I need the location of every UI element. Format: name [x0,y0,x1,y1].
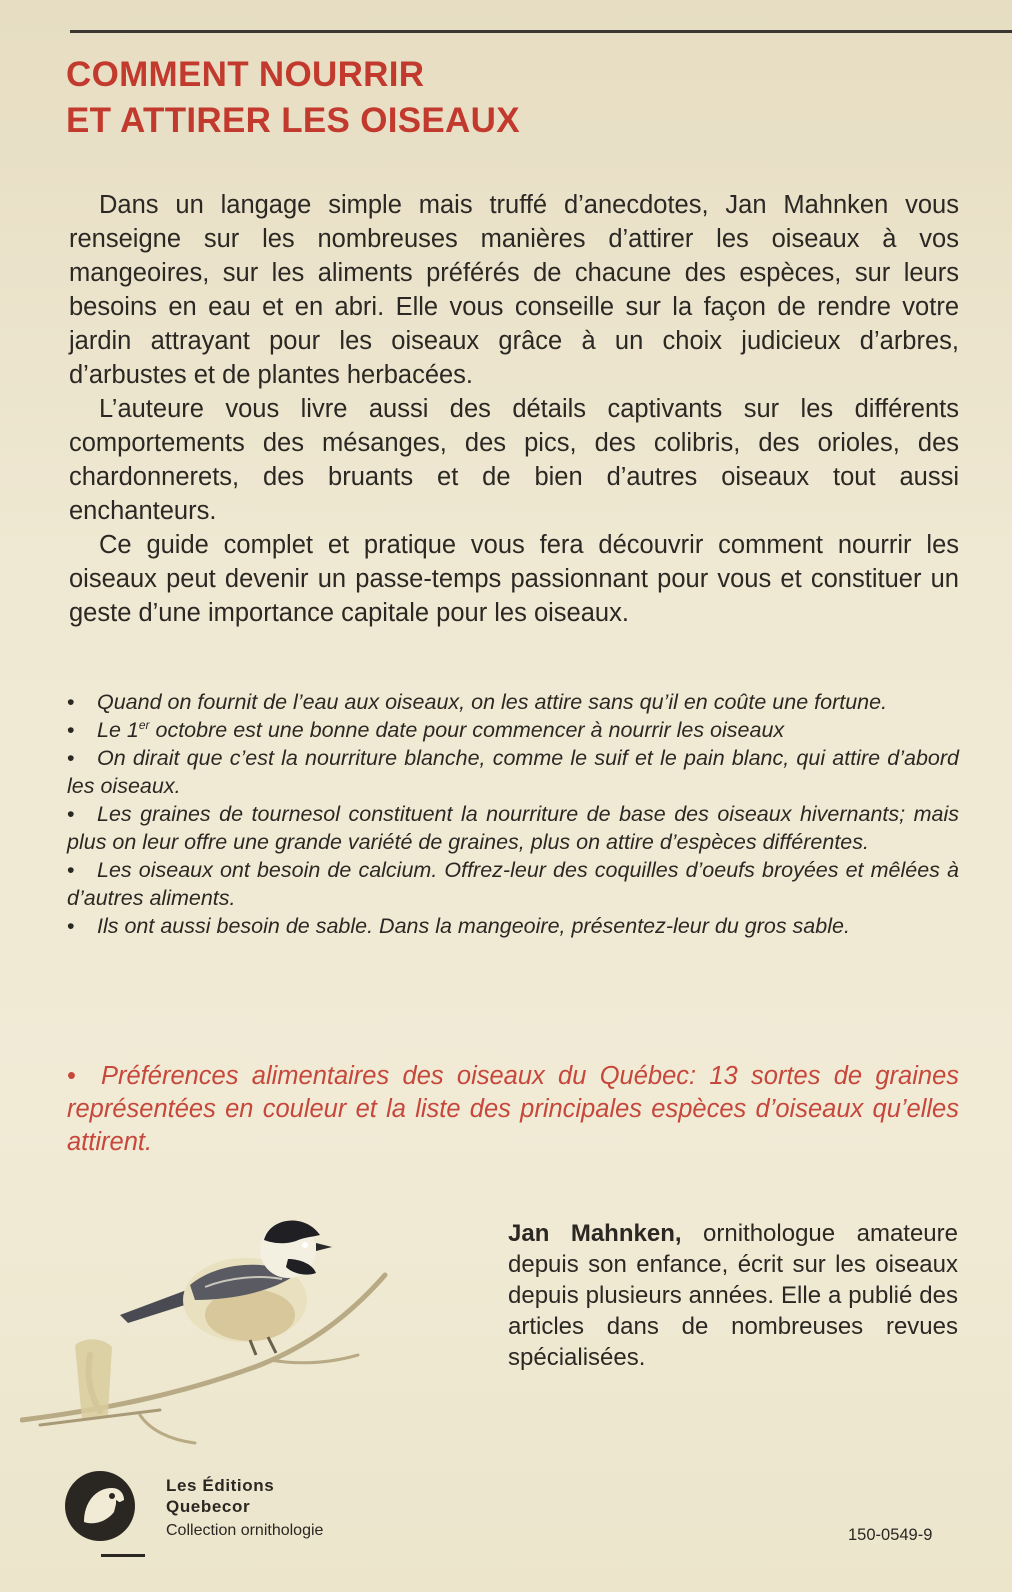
intro-text [69,188,959,630]
book-title [66,52,520,144]
chickadee-illustration [20,1215,420,1465]
author-bio-text: ornithologue amateure depuis son enfance, écrit sur les oiseaux depuis plusieurs années. Elle a publié des articles dans de nombreuses revues spécialisées. [508,1220,958,1371]
tip-text: Quand on fournit de l’eau aux oiseaux, on les attire sans qu’il en coûte une fortune. [97,690,888,714]
publisher-line-1: Les Éditions [166,1476,275,1495]
tip-item [67,716,959,744]
tip-item [67,912,959,940]
bullet-icon: • [67,914,75,938]
tip-text-start: Le 1 [97,718,139,742]
tip-item [67,856,959,912]
intro-paragraph-1: Dans un langage simple mais truffé d’anecdotes, Jan Mahnken vous renseigne sur les nombreuses manières d’attirer les oiseaux à vos mangeoires, sur les aliments préférés de chacune des espèces, sur leurs besoins en eau et en abri. Elle vous conseille sur la façon de rendre votre jardin attrayant pour les oiseaux grâce à un choix judicieux d’arbres, d’arbustes et de plantes herbacées. [69,191,959,389]
bullet-icon: • [67,802,75,826]
isbn-number: 150-0549-9 [848,1526,933,1544]
tip-text: On dirait que c’est la nourriture blanche, comme le suif et le pain blanc, qui attire d’abord les oiseaux. [67,746,959,798]
publisher-name [166,1475,274,1517]
tip-text: Les graines de tournesol constituent la nourriture de base des oiseaux hivernants; mais plus on leur offre une grande variété de graines, plus on attire d’espèces différentes. [67,802,959,854]
intro-paragraph-2: L’auteure vous livre aussi des détails captivants sur les différents comportements des mésanges, des pics, des colibris, des orioles, des chardonnerets, des bruants et de bien d’autres oiseaux tout aussi enchanteurs. [69,395,959,525]
bullet-icon: • [67,858,75,882]
bullet-icon: • [67,746,75,770]
intro-paragraph-3: Ce guide complet et pratique vous fera découvrir comment nourrir les oiseaux peut devenir un passe-temps passionnant pour vous et constituer un geste d’une importance capitale pour les oiseaux. [69,531,959,627]
publisher-line-2: Quebecor [166,1497,251,1516]
highlight-feature [67,1060,959,1159]
tips-list [67,688,959,940]
title-line-1: COMMENT NOURRIR [66,55,425,94]
tip-item [67,744,959,800]
ordinal-suffix: er [138,717,150,732]
top-rule [70,30,1012,33]
tip-item [67,800,959,856]
logo-underline [101,1554,145,1557]
highlight-text: Préférences alimentaires des oiseaux du Québec: 13 sortes de graines représentées en couleur et la liste des principales espèces d’oiseaux qu’elles attirent. [67,1062,959,1156]
author-name: Jan Mahnken, [508,1220,682,1247]
collection-name: Collection ornithologie [166,1522,324,1539]
tip-text: Les oiseaux ont besoin de calcium. Offrez-leur des coquilles d’oeufs broyées et mêlées à d’autres aliments. [67,858,959,910]
author-bio [508,1218,958,1373]
bullet-icon: • [67,718,75,742]
bullet-icon: • [67,1062,76,1090]
tip-text-end: octobre est une bonne date pour commencer à nourrir les oiseaux [149,718,785,742]
tip-item [67,688,959,716]
tip-text: Ils ont aussi besoin de sable. Dans la mangeoire, présentez-leur du gros sable. [97,914,850,938]
title-line-2: ET ATTIRER LES OISEAUX [66,101,520,140]
publisher-bird-logo-icon [64,1470,136,1542]
bullet-icon: • [67,690,75,714]
